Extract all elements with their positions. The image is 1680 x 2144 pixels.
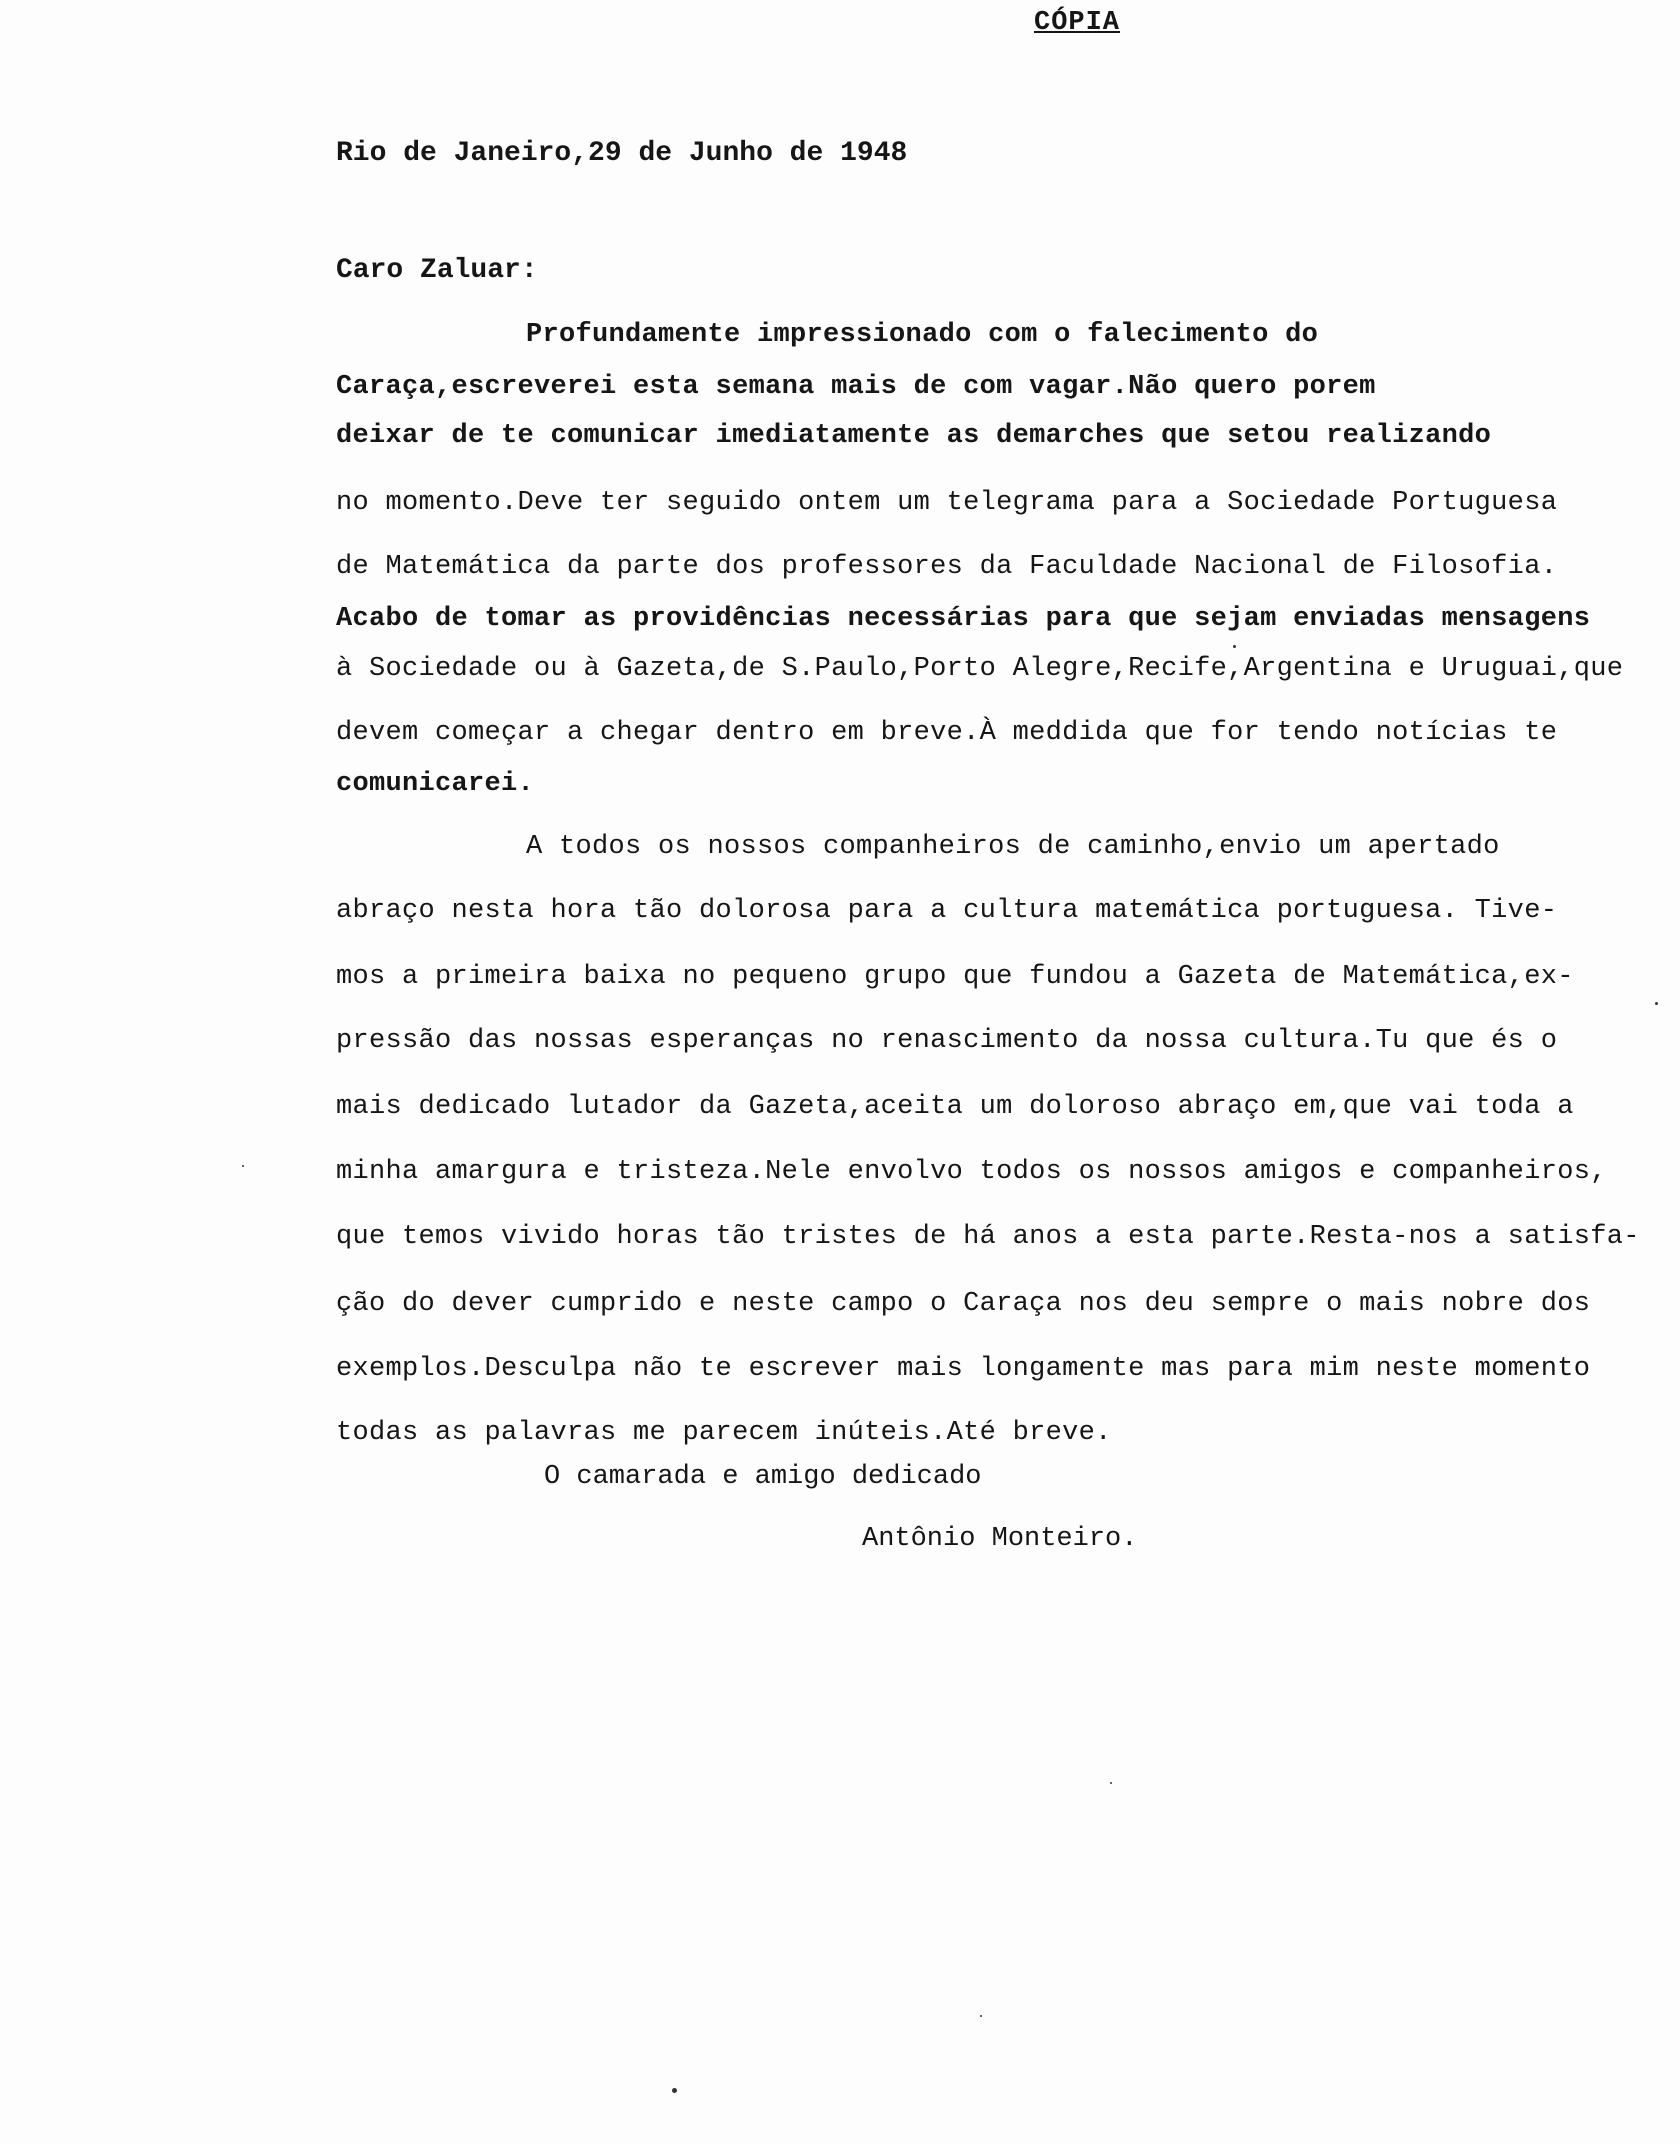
scan-speck: [1110, 1782, 1112, 1784]
body-line: Acabo de tomar as providências necessárias para que sejam enviadas mensagens: [336, 604, 1591, 634]
body-line: comunicarei.: [336, 769, 535, 799]
body-line: à Sociedade ou à Gazeta,de S.Paulo,Porto Alegre,Recife,Argentina e Uruguai,que: [336, 654, 1624, 684]
body-line: Caraça,escreverei esta semana mais de com vagar.Não quero porem: [336, 372, 1376, 402]
copy-heading: CÓPIA: [1034, 8, 1121, 38]
body-line: exemplos.Desculpa não te escrever mais longamente mas para mim neste momento: [336, 1354, 1591, 1384]
body-line: Profundamente impressionado com o falecimento do: [526, 320, 1319, 350]
dateline: Rio de Janeiro,29 de Junho de 1948: [336, 138, 908, 169]
scan-speck: [1233, 645, 1236, 648]
body-line: mos a primeira baixa no pequeno grupo que fundou a Gazeta de Matemática,ex-: [336, 962, 1574, 992]
body-line: devem começar a chegar dentro em breve.À meddida que for tendo notícias te: [336, 718, 1558, 748]
body-line: de Matemática da parte dos professores da Faculdade Nacional de Filosofia.: [336, 552, 1558, 582]
scan-speck: [672, 2088, 677, 2093]
scan-speck: [242, 1165, 244, 1167]
body-line: todas as palavras me parecem inúteis.Até breve.: [336, 1418, 1112, 1448]
signature: Antônio Monteiro.: [862, 1524, 1138, 1554]
salutation: Caro Zaluar:: [336, 255, 538, 286]
scan-speck: [980, 2015, 982, 2017]
body-line: no momento.Deve ter seguido ontem um telegrama para a Sociedade Portuguesa: [336, 488, 1558, 518]
body-line: minha amargura e tristeza.Nele envolvo todos os nossos amigos e companheiros,: [336, 1157, 1607, 1187]
body-line: deixar de te comunicar imediatamente as demarches que setou realizando: [336, 421, 1492, 451]
scan-speck: [1655, 1002, 1658, 1005]
body-line: pressão das nossas esperanças no renascimento da nossa cultura.Tu que és o: [336, 1026, 1558, 1056]
body-line: A todos os nossos companheiros de caminho,envio um apertado: [526, 832, 1500, 862]
body-line: que temos vivido horas tão tristes de há anos a esta parte.Resta-nos a satisfa-: [336, 1222, 1640, 1252]
closing-line: O camarada e amigo dedicado: [544, 1462, 982, 1492]
body-line: abraço nesta hora tão dolorosa para a cultura matemática portuguesa. Tive-: [336, 896, 1558, 926]
body-line: ção do dever cumprido e neste campo o Caraça nos deu sempre o mais nobre dos: [336, 1289, 1591, 1319]
body-line: mais dedicado lutador da Gazeta,aceita um doloroso abraço em,que vai toda a: [336, 1092, 1574, 1122]
